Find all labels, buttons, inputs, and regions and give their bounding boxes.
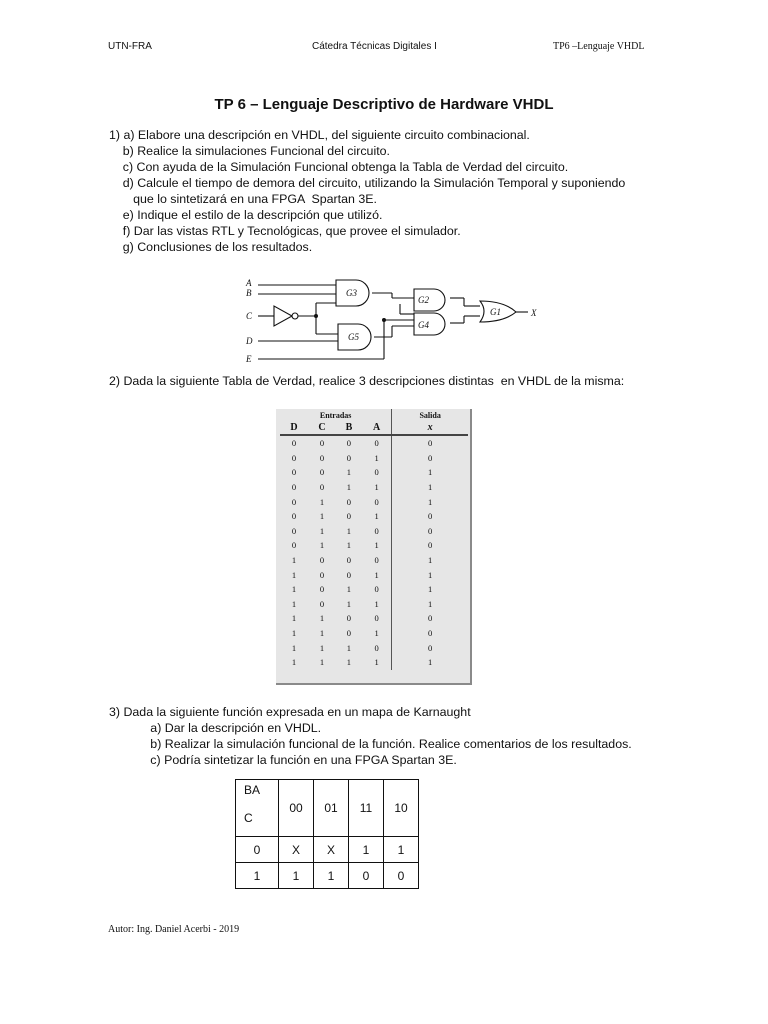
truth-table-cell: 0 — [291, 482, 297, 493]
page-title: TP 6 – Lenguaje Descriptivo de Hardware VHDL — [214, 96, 554, 113]
truth-table-cell: 1 — [392, 582, 468, 597]
truth-table-cell: 0 — [392, 626, 468, 641]
truth-table-row — [280, 435, 468, 451]
truth-table-cell: 0 — [374, 525, 379, 536]
truth-table-cell: 1 — [291, 628, 297, 639]
truth-table-body — [280, 435, 468, 670]
truth-table-cell: 1 — [392, 494, 468, 509]
kmap-corner — [236, 780, 279, 837]
truth-table-cell: 1 — [374, 452, 379, 463]
truth-table-group-inputs: Entradas — [319, 410, 352, 420]
truth-table-cell: 1 — [392, 480, 468, 495]
truth-table-row — [280, 597, 468, 612]
truth-table-cell: 0 — [319, 555, 325, 566]
truth-table-col-header: B — [336, 421, 362, 435]
truth-table-figure — [276, 409, 472, 685]
truth-table-cell: 1 — [291, 642, 297, 653]
truth-table-col-header: x — [392, 421, 468, 435]
kmap-cell: 0 — [384, 863, 419, 889]
kmap-row-header: 1 — [236, 863, 279, 889]
kmap-col-header: 01 — [314, 780, 349, 837]
gate-label-g3: G3 — [346, 288, 357, 298]
truth-table-cell: 1 — [374, 598, 379, 609]
question-1 — [109, 127, 625, 255]
q1-line: e) Indique el estilo de la descripción que utilizó. — [109, 208, 383, 222]
kmap-cell: 1 — [349, 837, 384, 863]
question-3 — [109, 704, 632, 768]
junction-dot — [314, 314, 318, 318]
truth-table-cell: 0 — [319, 482, 325, 493]
truth-table-cell: 0 — [392, 611, 468, 626]
junction-dot — [382, 318, 386, 322]
truth-table-cell: 0 — [291, 496, 297, 507]
truth-table-cell: 1 — [291, 569, 297, 580]
truth-table-cell: 1 — [374, 657, 379, 668]
truth-table-row — [280, 509, 468, 524]
truth-table-cell: 1 — [319, 613, 325, 624]
q3-line: 3) Dada la siguiente función expresada en un mapa de Karnaught — [109, 705, 471, 719]
gate-label-g1: G1 — [490, 307, 501, 317]
truth-table-cell: 0 — [346, 628, 352, 639]
truth-table-cell: 0 — [291, 540, 297, 551]
truth-table-cell: 1 — [346, 540, 352, 551]
truth-table-cell: 0 — [392, 538, 468, 553]
gate-label-g4: G4 — [418, 320, 429, 330]
truth-table-cell: 0 — [291, 525, 297, 536]
truth-table-cell: 1 — [319, 657, 325, 668]
truth-table-cell: 0 — [291, 511, 297, 522]
inverter-bubble — [292, 313, 298, 319]
kmap-cell: 1 — [384, 837, 419, 863]
truth-table-row — [280, 640, 468, 655]
truth-table-cell: 1 — [346, 598, 352, 609]
inverter-gate — [274, 306, 292, 326]
truth-table — [280, 409, 468, 670]
truth-table-cell: 0 — [374, 555, 379, 566]
q1-line: d) Calcule el tiempo de demora del circuito, utilizando la Simulación Temporal y suponiendo — [109, 176, 626, 190]
truth-table-cell: 0 — [392, 524, 468, 539]
truth-table-cell: 1 — [291, 613, 297, 624]
truth-table-cell: 1 — [392, 567, 468, 582]
truth-table-cell: 0 — [346, 496, 352, 507]
truth-table-cell: 1 — [346, 482, 352, 493]
q3-line: a) Dar la descripción en VHDL. — [109, 721, 322, 735]
truth-table-cell: 0 — [346, 511, 352, 522]
truth-table-cell: 0 — [374, 613, 379, 624]
truth-table-row — [280, 582, 468, 597]
kmap-cell: 0 — [349, 863, 384, 889]
truth-table-cell: 1 — [291, 657, 297, 668]
truth-table-col-header: C — [308, 421, 336, 435]
kmap-row-header: 0 — [236, 837, 279, 863]
truth-table-cell: 1 — [319, 628, 325, 639]
q1-line: f) Dar las vistas RTL y Tecnológicas, que provee el simulador. — [109, 224, 461, 238]
truth-table-cell: 0 — [346, 569, 352, 580]
q3-line: c) Podría sintetizar la función en una FPGA Spartan 3E. — [109, 753, 457, 767]
truth-table-cell: 0 — [392, 435, 468, 451]
q1-line: que lo sintetizará en una FPGA Spartan 3E. — [109, 192, 377, 206]
truth-table-cell: 0 — [374, 438, 379, 449]
truth-table-cell: 0 — [346, 613, 352, 624]
truth-table-row — [280, 655, 468, 670]
truth-table-cell: 0 — [346, 452, 352, 463]
q1-line: b) Realice la simulaciones Funcional del circuito. — [109, 144, 390, 158]
kmap-cell: X — [279, 837, 314, 863]
truth-table-cell: 1 — [346, 525, 352, 536]
truth-table-cell: 0 — [291, 438, 297, 449]
input-label-a: A — [246, 278, 252, 288]
truth-table-cell: 1 — [374, 482, 379, 493]
kmap-cell: 1 — [314, 863, 349, 889]
truth-table-cell: 1 — [392, 553, 468, 568]
truth-table-cell: 0 — [346, 555, 352, 566]
header-left: UTN-FRA — [108, 41, 152, 52]
truth-table-cell: 1 — [392, 597, 468, 612]
truth-table-cell: 1 — [319, 525, 325, 536]
truth-table-cell: 1 — [319, 511, 325, 522]
truth-table-row — [280, 553, 468, 568]
kmap-col-header: 10 — [384, 780, 419, 837]
truth-table-cell: 1 — [346, 642, 352, 653]
truth-table-cell: 0 — [319, 452, 325, 463]
truth-table-cell: 0 — [291, 467, 297, 478]
truth-table-cell: 0 — [319, 438, 325, 449]
question-2: 2) Dada la siguiente Tabla de Verdad, realice 3 descripciones distintas en VHDL de la misma: — [109, 374, 625, 388]
truth-table-cell: 1 — [319, 642, 325, 653]
truth-table-col-header: A — [362, 421, 392, 435]
q1-line: c) Con ayuda de la Simulación Funcional obtenga la Tabla de Verdad del circuito. — [109, 160, 569, 174]
truth-table-cell: 1 — [319, 540, 325, 551]
truth-table-cell: 0 — [392, 640, 468, 655]
truth-table-cell: 0 — [374, 496, 379, 507]
kmap-corner-bottom: C — [244, 811, 253, 825]
truth-table-row — [280, 465, 468, 480]
truth-table-row — [280, 451, 468, 466]
truth-table-row — [280, 494, 468, 509]
truth-table-group-output: Salida — [392, 409, 468, 421]
q1-line: g) Conclusiones de los resultados. — [109, 240, 313, 254]
truth-table-cell: 0 — [374, 467, 379, 478]
truth-table-cell: 1 — [374, 628, 379, 639]
truth-table-cell: 0 — [374, 642, 379, 653]
truth-table-row — [280, 480, 468, 495]
truth-table-cell: 0 — [319, 569, 325, 580]
header-right: TP6 –Lenguaje VHDL — [553, 41, 645, 52]
truth-table-cell: 0 — [319, 584, 325, 595]
truth-table-cell: 1 — [374, 511, 379, 522]
truth-table-cell: 1 — [291, 598, 297, 609]
truth-table-cell: 1 — [374, 569, 379, 580]
input-label-d: D — [246, 336, 253, 346]
input-label-e: E — [246, 354, 252, 364]
truth-table-cell: 1 — [374, 540, 379, 551]
truth-table-row — [280, 538, 468, 553]
header-center: Cátedra Técnicas Digitales I — [312, 41, 437, 52]
truth-table-row — [280, 524, 468, 539]
kmap-corner-top: BA — [244, 783, 261, 797]
truth-table-cell: 1 — [291, 584, 297, 595]
input-label-c: C — [246, 311, 253, 321]
truth-table-cell: 1 — [291, 555, 297, 566]
truth-table-cell: 0 — [319, 598, 325, 609]
truth-table-cell: 1 — [346, 657, 352, 668]
kmap-col-header: 00 — [279, 780, 314, 837]
gate-label-g2: G2 — [418, 295, 429, 305]
q1-line: 1) a) Elabore una descripción en VHDL, del siguiente circuito combinacional. — [109, 128, 530, 142]
truth-table-row — [280, 567, 468, 582]
truth-table-cell: 0 — [392, 509, 468, 524]
truth-table-cell: 0 — [346, 438, 352, 449]
karnaugh-map — [235, 779, 419, 889]
truth-table-cell: 0 — [291, 452, 297, 463]
gate-label-g5: G5 — [348, 332, 359, 342]
q3-line: b) Realizar la simulación funcional de la función. Realice comentarios de los resultados. — [109, 737, 632, 751]
footer-author: Autor: Ing. Daniel Acerbi - 2019 — [108, 924, 240, 935]
kmap-cell: X — [314, 837, 349, 863]
truth-table-cell: 1 — [346, 467, 352, 478]
kmap-cell: 1 — [279, 863, 314, 889]
output-label-x: X — [531, 308, 537, 318]
truth-table-cell: 0 — [392, 451, 468, 466]
truth-table-cell: 1 — [392, 655, 468, 670]
truth-table-row — [280, 611, 468, 626]
truth-table-cell: 0 — [374, 584, 379, 595]
truth-table-row — [280, 626, 468, 641]
input-label-b: B — [246, 288, 252, 298]
logic-circuit-diagram — [238, 272, 548, 370]
truth-table-cell: 1 — [319, 496, 325, 507]
truth-table-col-header: D — [280, 421, 308, 435]
truth-table-cell: 0 — [319, 467, 325, 478]
truth-table-cell: 1 — [346, 584, 352, 595]
truth-table-cell: 1 — [392, 465, 468, 480]
kmap-col-header: 11 — [349, 780, 384, 837]
